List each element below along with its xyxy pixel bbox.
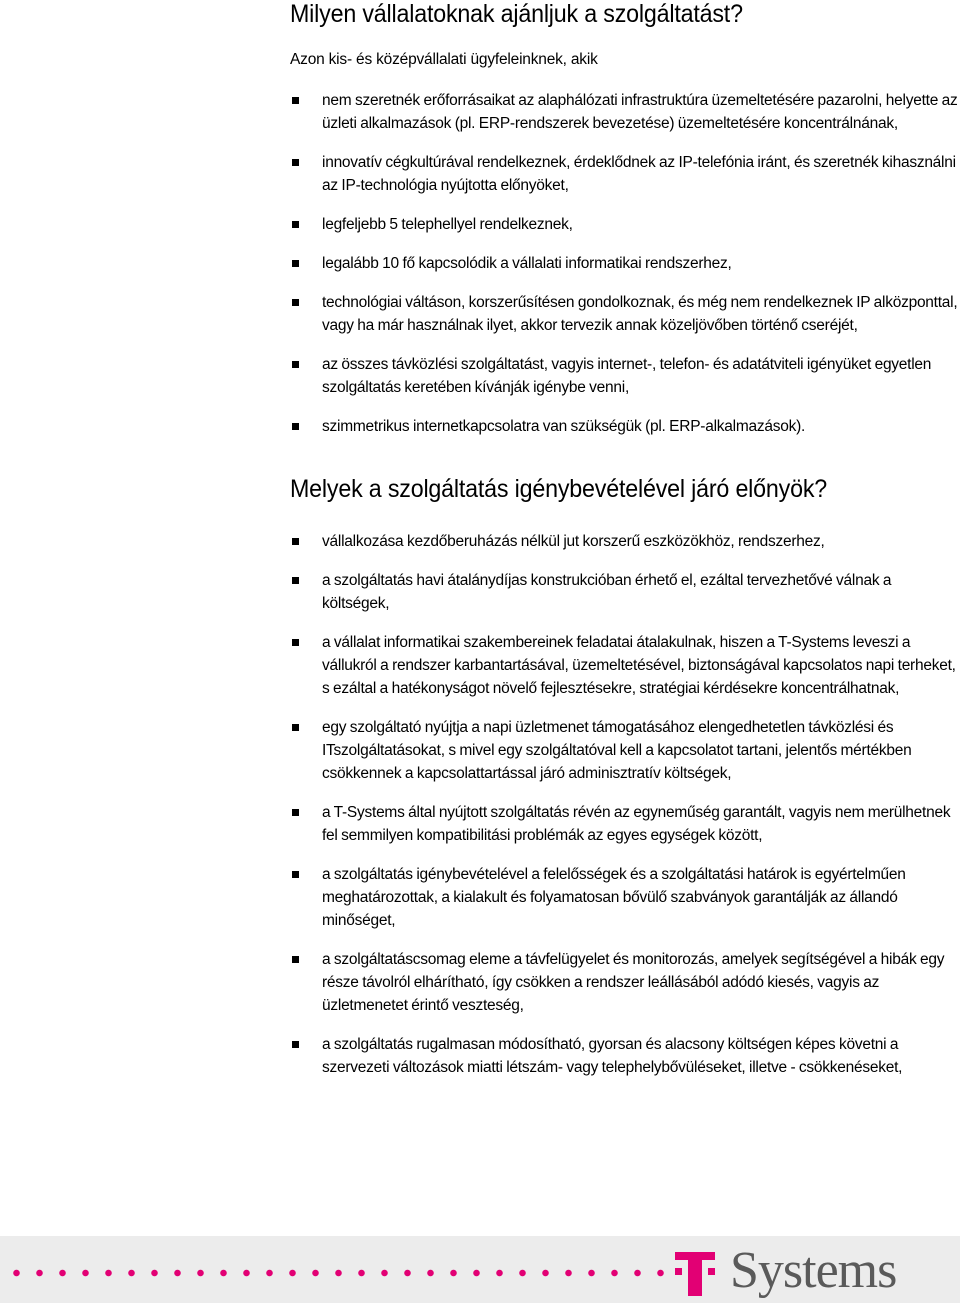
list-item-text: a vállalat informatikai szakembereinek feladatai átalakulnak, hiszen a T-Systems leveszi a vállukról a rendszer karbantartásával, üzemeltetésével, biztonságával kapcsolatos napi terheket, s ezáltal a hatékonyságot növelő fejlesztésekre, stratégiai kérdésekre koncentrálhatnak, (322, 634, 956, 697)
square-bullet-icon (292, 361, 299, 368)
brand-wordmark: Systems (730, 1242, 897, 1299)
list-item (290, 151, 958, 197)
list-item (290, 1033, 958, 1079)
list-item-text: szimmetrikus internetkapcsolatra van szükségük (pl. ERP-alkalmazások). (322, 418, 806, 435)
list-item-text: legalább 10 fő kapcsolódik a vállalati informatikai rendszerhez, (322, 255, 732, 272)
section-heading-benefits: Melyek a szolgáltatás igénybevételével járó előnyök? (290, 475, 828, 503)
square-bullet-icon (292, 221, 299, 228)
list-item (290, 415, 958, 438)
square-bullet-icon (292, 871, 299, 878)
list-item-text: vállalkozása kezdőberuházás nélkül jut korszerű eszközökhöz, rendszerhez, (322, 533, 825, 550)
benefits-list (290, 530, 958, 1079)
list-item (290, 948, 958, 1017)
square-bullet-icon (292, 538, 299, 545)
dotted-line-decoration (5, 1268, 665, 1278)
list-item-text: a T-Systems által nyújtott szolgáltatás révén az egyneműség garantált, vagyis nem merülhetnek fel semmilyen kompatibilitási problémák az egyes egységek között, (322, 804, 951, 844)
list-item-text: a szolgáltatás igénybevételével a felelősségek és a szolgáltatási határok is egyértelműen meghatározottak, a kialakult és folyamatosan bővülő szabványok garantálják az állandó minőséget, (322, 866, 906, 929)
list-item-text: legfeljebb 5 telephellyel rendelkeznek, (322, 216, 573, 233)
section-heading-target-companies: Milyen vállalatoknak ajánljuk a szolgáltatást? (290, 0, 743, 28)
list-item (290, 530, 958, 553)
list-item (290, 353, 958, 399)
page-content (290, 0, 958, 1095)
list-item (290, 213, 958, 236)
square-bullet-icon (292, 260, 299, 267)
list-item (290, 252, 958, 275)
square-bullet-icon (292, 639, 299, 646)
square-bullet-icon (292, 97, 299, 104)
target-companies-list (290, 89, 958, 438)
list-item (290, 716, 958, 785)
square-bullet-icon (292, 956, 299, 963)
list-item (290, 569, 958, 615)
list-item (290, 291, 958, 337)
list-item-text: a szolgáltatáscsomag eleme a távfelügyelet és monitorozás, amelyek segítségével a hibák egy része távolról elhárítható, így csökken a rendszer leállásából adódó kiesés, vagyis az üzletmenetet érintő veszteség, (322, 951, 945, 1014)
square-bullet-icon (292, 1041, 299, 1048)
list-item-text: a szolgáltatás rugalmasan módosítható, gyorsan és alacsony költségen képes követni a szervezeti változások miatti létszám- vagy telephelybővüléseket, illetve - csökkenéseket, (322, 1036, 903, 1076)
square-bullet-icon (292, 809, 299, 816)
square-bullet-icon (292, 577, 299, 584)
square-bullet-icon (292, 423, 299, 430)
square-bullet-icon (292, 724, 299, 731)
list-item-text: egy szolgáltató nyújtja a napi üzletmenet támogatásához elengedhetetlen távközlési és ITszolgáltatásokat, s mivel egy szolgáltatóval kell a kapcsolatot tartani, jelentős mértékben csökkennek a kapcsolattartással járó adminisztratív költségek, (322, 719, 912, 782)
t-systems-logo-icon (675, 1252, 715, 1296)
list-item (290, 89, 958, 135)
list-item-text: az összes távközlési szolgáltatást, vagyis internet-, telefon- és adatátviteli igényüket egyetlen szolgáltatás keretében kívánják igénybe venni, (322, 356, 932, 396)
page-footer (0, 1236, 960, 1303)
square-bullet-icon (292, 159, 299, 166)
list-item-text: innovatív cégkultúrával rendelkeznek, érdeklődnek az IP-telefónia iránt, és szeretnék kihasználni az IP-technológia nyújtotta előnyöket, (322, 154, 956, 194)
list-item-text: technológiai váltáson, korszerűsítésen gondolkoznak, és még nem rendelkeznek IP alközponttal, vagy ha már használnak ilyet, akkor tervezik annak közeljövőben történő cseréjét, (322, 294, 958, 334)
square-bullet-icon (292, 299, 299, 306)
list-item (290, 801, 958, 847)
list-item-text: nem szeretnék erőforrásaikat az alaphálózati infrastruktúra üzemeltetésére pazarolni, helyette az üzleti alkalmazások (pl. ERP-rendszerek bevezetése) üzemeltetésére koncentrálnának, (322, 92, 958, 132)
section-intro-text: Azon kis- és középvállalati ügyfeleinknek, akik (290, 51, 598, 68)
list-item (290, 863, 958, 932)
list-item (290, 631, 958, 700)
list-item-text: a szolgáltatás havi átalánydíjas konstrukcióban érhető el, ezáltal tervezhetővé válnak a költségek, (322, 572, 892, 612)
